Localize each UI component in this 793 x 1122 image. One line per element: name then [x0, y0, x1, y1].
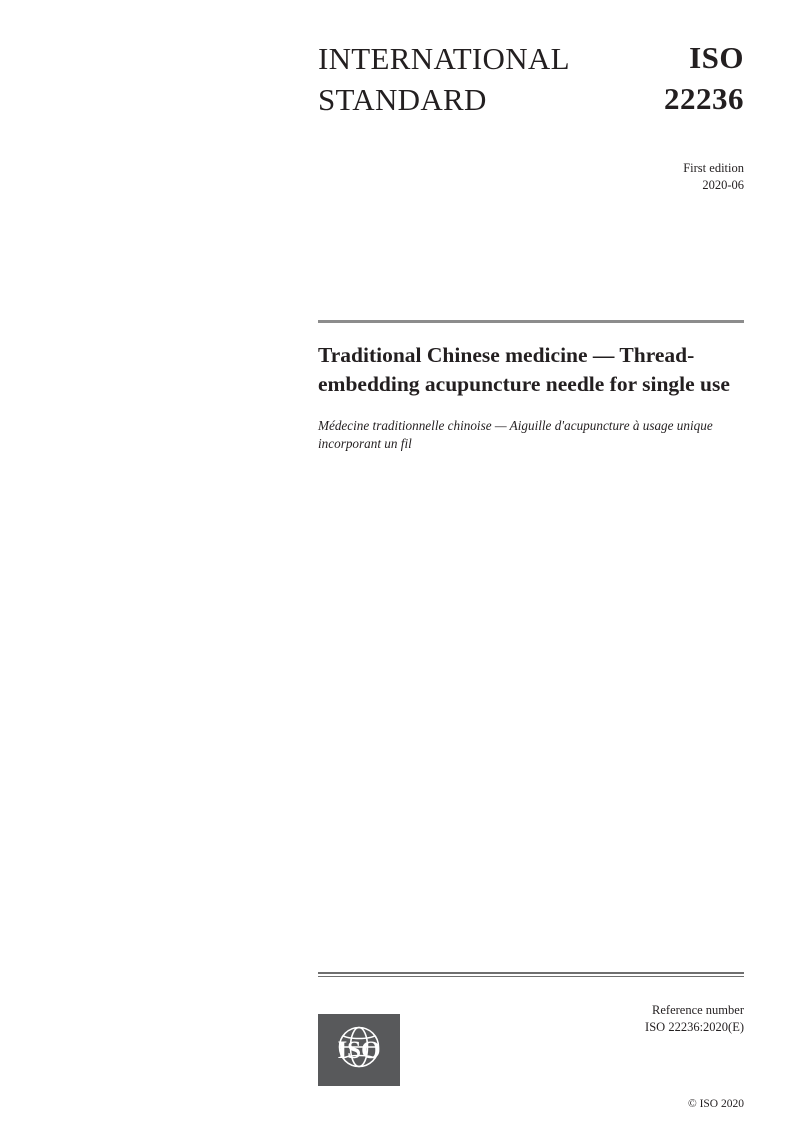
document-type — [318, 38, 570, 120]
document-type-line2: STANDARD — [318, 82, 487, 118]
edition-date: 2020-06 — [702, 177, 744, 192]
cover-header — [318, 38, 744, 120]
title-english: Traditional Chinese medicine — Thread-embedding acupuncture needle for single use — [318, 343, 730, 397]
iso-logo — [318, 1014, 400, 1086]
reference-block — [645, 1002, 744, 1036]
title-french: Médecine traditionnelle chinoise — Aiguille d'acupuncture à usage unique incorporant un fil — [318, 418, 713, 452]
edition-label: First edition — [683, 161, 744, 175]
document-type-line1: INTERNATIONAL — [318, 41, 570, 76]
reference-label: Reference number — [652, 1003, 744, 1017]
iso-logo-text: ISO — [337, 1037, 381, 1064]
copyright-notice: © ISO 2020 — [687, 1098, 744, 1110]
reference-number: ISO 22236:2020(E) — [645, 1019, 744, 1034]
title-block — [318, 341, 738, 453]
standard-number: 22236 — [664, 80, 744, 116]
document-identifier — [664, 38, 744, 120]
footer-double-rule — [318, 972, 744, 977]
organization-name: ISO — [689, 40, 744, 75]
footer-rule-thin — [318, 976, 744, 977]
title-top-rule — [318, 320, 744, 323]
edition-block — [683, 160, 744, 194]
